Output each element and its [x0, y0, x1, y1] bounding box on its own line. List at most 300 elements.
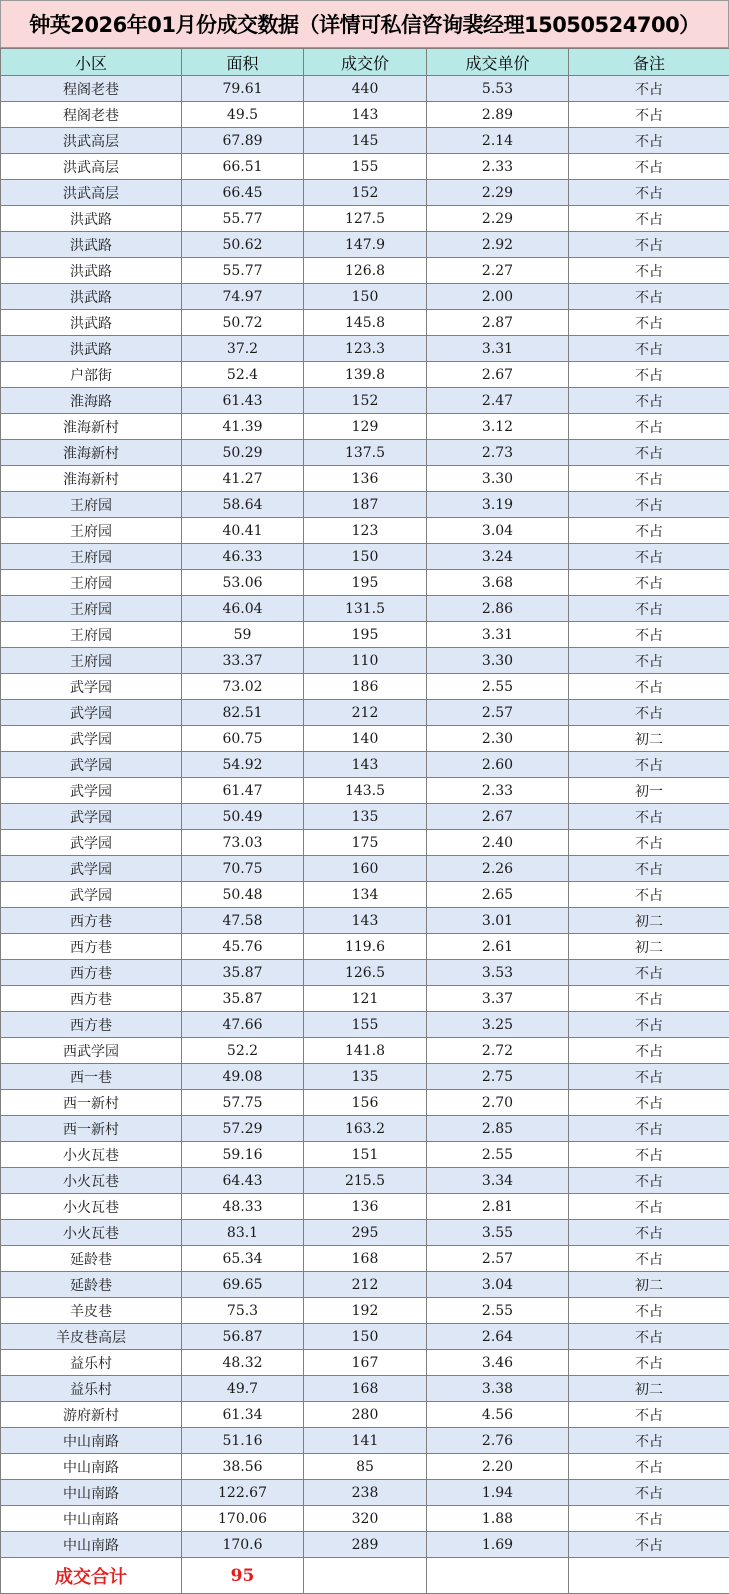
cell-area: 67.89 — [182, 128, 304, 154]
cell-price: 212 — [304, 1272, 427, 1298]
cell-price: 155 — [304, 1012, 427, 1038]
cell-note: 不占 — [569, 180, 729, 206]
table-header — [1, 49, 729, 76]
cell-note: 不占 — [569, 648, 729, 674]
cell-area: 50.72 — [182, 310, 304, 336]
table-row — [1, 752, 729, 778]
cell-area: 48.33 — [182, 1194, 304, 1220]
cell-community: 洪武路 — [1, 284, 182, 310]
cell-price: 139.8 — [304, 362, 427, 388]
cell-area: 52.2 — [182, 1038, 304, 1064]
cell-area: 79.61 — [182, 76, 304, 102]
cell-price: 289 — [304, 1532, 427, 1558]
cell-area: 41.27 — [182, 466, 304, 492]
table-row — [1, 830, 729, 856]
cell-note: 不占 — [569, 1168, 729, 1194]
cell-area: 61.43 — [182, 388, 304, 414]
cell-area: 35.87 — [182, 960, 304, 986]
table-row — [1, 518, 729, 544]
cell-note: 不占 — [569, 414, 729, 440]
transaction-table — [0, 48, 729, 1594]
cell-unit-price: 2.26 — [427, 856, 569, 882]
cell-area: 75.3 — [182, 1298, 304, 1324]
cell-area: 59 — [182, 622, 304, 648]
cell-area: 41.39 — [182, 414, 304, 440]
cell-community: 羊皮巷高层 — [1, 1324, 182, 1350]
cell-note: 不占 — [569, 466, 729, 492]
cell-note: 不占 — [569, 1012, 729, 1038]
cell-community: 王府园 — [1, 492, 182, 518]
cell-area: 59.16 — [182, 1142, 304, 1168]
cell-note: 不占 — [569, 1246, 729, 1272]
cell-community: 洪武路 — [1, 206, 182, 232]
cell-community: 小火瓦巷 — [1, 1142, 182, 1168]
table-row — [1, 1298, 729, 1324]
table-row — [1, 414, 729, 440]
cell-unit-price: 2.67 — [427, 362, 569, 388]
cell-price: 155 — [304, 154, 427, 180]
cell-note: 不占 — [569, 1064, 729, 1090]
cell-community: 中山南路 — [1, 1480, 182, 1506]
cell-unit-price: 2.61 — [427, 934, 569, 960]
cell-unit-price: 2.75 — [427, 1064, 569, 1090]
cell-note: 不占 — [569, 960, 729, 986]
cell-community: 洪武高层 — [1, 128, 182, 154]
cell-note: 不占 — [569, 284, 729, 310]
cell-note: 不占 — [569, 986, 729, 1012]
cell-note: 不占 — [569, 1116, 729, 1142]
cell-area: 66.51 — [182, 154, 304, 180]
cell-price: 119.6 — [304, 934, 427, 960]
cell-area: 83.1 — [182, 1220, 304, 1246]
cell-community: 洪武路 — [1, 310, 182, 336]
cell-community: 武学园 — [1, 804, 182, 830]
cell-community: 淮海新村 — [1, 414, 182, 440]
table-row — [1, 856, 729, 882]
cell-area: 57.75 — [182, 1090, 304, 1116]
cell-price: 168 — [304, 1376, 427, 1402]
cell-area: 73.03 — [182, 830, 304, 856]
table-row — [1, 1090, 729, 1116]
cell-unit-price: 2.00 — [427, 284, 569, 310]
cell-price: 150 — [304, 284, 427, 310]
cell-community: 中山南路 — [1, 1454, 182, 1480]
table-row — [1, 1116, 729, 1142]
cell-note: 初一 — [569, 778, 729, 804]
table-row — [1, 1324, 729, 1350]
table-row — [1, 908, 729, 934]
cell-note: 不占 — [569, 258, 729, 284]
cell-price: 151 — [304, 1142, 427, 1168]
table-row — [1, 1194, 729, 1220]
cell-unit-price: 3.68 — [427, 570, 569, 596]
cell-community: 小火瓦巷 — [1, 1194, 182, 1220]
cell-community: 洪武高层 — [1, 180, 182, 206]
cell-community: 羊皮巷 — [1, 1298, 182, 1324]
table-row — [1, 1402, 729, 1428]
cell-community: 王府园 — [1, 518, 182, 544]
cell-note: 不占 — [569, 1038, 729, 1064]
table-row — [1, 1220, 729, 1246]
cell-unit-price: 2.55 — [427, 674, 569, 700]
cell-note: 不占 — [569, 1090, 729, 1116]
cell-note: 不占 — [569, 128, 729, 154]
table-row — [1, 1272, 729, 1298]
cell-community: 淮海路 — [1, 388, 182, 414]
cell-area: 38.56 — [182, 1454, 304, 1480]
cell-community: 小火瓦巷 — [1, 1168, 182, 1194]
cell-community: 淮海新村 — [1, 466, 182, 492]
cell-community: 武学园 — [1, 856, 182, 882]
cell-price: 143.5 — [304, 778, 427, 804]
cell-price: 175 — [304, 830, 427, 856]
table-row — [1, 76, 729, 102]
cell-note: 不占 — [569, 856, 729, 882]
table-row — [1, 310, 729, 336]
cell-unit-price: 2.55 — [427, 1298, 569, 1324]
cell-price: 143 — [304, 908, 427, 934]
cell-price: 143 — [304, 752, 427, 778]
cell-price: 141.8 — [304, 1038, 427, 1064]
cell-area: 40.41 — [182, 518, 304, 544]
cell-unit-price: 2.47 — [427, 388, 569, 414]
column-header-price: 成交价 — [304, 49, 427, 76]
cell-area: 50.49 — [182, 804, 304, 830]
cell-community: 洪武路 — [1, 258, 182, 284]
cell-note: 不占 — [569, 1350, 729, 1376]
cell-unit-price: 3.19 — [427, 492, 569, 518]
total-row — [1, 1558, 729, 1594]
table-row — [1, 622, 729, 648]
cell-community: 武学园 — [1, 726, 182, 752]
cell-note: 不占 — [569, 1454, 729, 1480]
cell-note: 不占 — [569, 206, 729, 232]
cell-unit-price: 3.38 — [427, 1376, 569, 1402]
cell-unit-price: 2.76 — [427, 1428, 569, 1454]
cell-unit-price: 3.24 — [427, 544, 569, 570]
cell-area: 46.33 — [182, 544, 304, 570]
table-row — [1, 1142, 729, 1168]
table-row — [1, 778, 729, 804]
cell-price: 215.5 — [304, 1168, 427, 1194]
cell-community: 延龄巷 — [1, 1272, 182, 1298]
table-row — [1, 180, 729, 206]
cell-note: 不占 — [569, 830, 729, 856]
cell-community: 王府园 — [1, 622, 182, 648]
cell-note: 不占 — [569, 1506, 729, 1532]
table-footer — [1, 1558, 729, 1594]
cell-price: 186 — [304, 674, 427, 700]
cell-note: 不占 — [569, 362, 729, 388]
table-row — [1, 440, 729, 466]
table-row — [1, 232, 729, 258]
cell-unit-price: 2.87 — [427, 310, 569, 336]
cell-unit-price: 2.30 — [427, 726, 569, 752]
table-row — [1, 1454, 729, 1480]
cell-unit-price: 2.55 — [427, 1142, 569, 1168]
cell-area: 122.67 — [182, 1480, 304, 1506]
cell-unit-price: 3.55 — [427, 1220, 569, 1246]
cell-unit-price: 4.56 — [427, 1402, 569, 1428]
cell-area: 74.97 — [182, 284, 304, 310]
cell-unit-price: 3.53 — [427, 960, 569, 986]
table-row — [1, 206, 729, 232]
cell-community: 武学园 — [1, 882, 182, 908]
cell-price: 126.5 — [304, 960, 427, 986]
cell-community: 王府园 — [1, 570, 182, 596]
cell-price: 145 — [304, 128, 427, 154]
table-row — [1, 1532, 729, 1558]
cell-community: 西方巷 — [1, 960, 182, 986]
cell-unit-price: 3.31 — [427, 622, 569, 648]
cell-area: 46.04 — [182, 596, 304, 622]
cell-unit-price: 2.70 — [427, 1090, 569, 1116]
cell-area: 56.87 — [182, 1324, 304, 1350]
cell-price: 160 — [304, 856, 427, 882]
cell-area: 35.87 — [182, 986, 304, 1012]
cell-note: 不占 — [569, 544, 729, 570]
cell-price: 150 — [304, 544, 427, 570]
cell-price: 195 — [304, 622, 427, 648]
cell-unit-price: 2.72 — [427, 1038, 569, 1064]
cell-unit-price: 1.88 — [427, 1506, 569, 1532]
cell-unit-price: 2.89 — [427, 102, 569, 128]
cell-price: 121 — [304, 986, 427, 1012]
cell-unit-price: 2.67 — [427, 804, 569, 830]
total-label: 成交合计 — [1, 1558, 182, 1594]
cell-note: 初二 — [569, 1376, 729, 1402]
table-row — [1, 1038, 729, 1064]
cell-community: 中山南路 — [1, 1532, 182, 1558]
cell-price: 167 — [304, 1350, 427, 1376]
cell-area: 66.45 — [182, 180, 304, 206]
table-row — [1, 986, 729, 1012]
cell-note: 不占 — [569, 752, 729, 778]
cell-area: 54.92 — [182, 752, 304, 778]
cell-price: 238 — [304, 1480, 427, 1506]
table-row — [1, 1506, 729, 1532]
cell-area: 49.5 — [182, 102, 304, 128]
cell-price: 280 — [304, 1402, 427, 1428]
cell-unit-price: 2.81 — [427, 1194, 569, 1220]
cell-price: 141 — [304, 1428, 427, 1454]
cell-area: 49.7 — [182, 1376, 304, 1402]
table-row — [1, 1064, 729, 1090]
cell-price: 150 — [304, 1324, 427, 1350]
column-header-area: 面积 — [182, 49, 304, 76]
cell-area: 51.16 — [182, 1428, 304, 1454]
cell-price: 145.8 — [304, 310, 427, 336]
cell-price: 136 — [304, 466, 427, 492]
cell-community: 益乐村 — [1, 1350, 182, 1376]
cell-note: 不占 — [569, 388, 729, 414]
cell-area: 70.75 — [182, 856, 304, 882]
cell-community: 武学园 — [1, 752, 182, 778]
table-row — [1, 648, 729, 674]
cell-area: 170.06 — [182, 1506, 304, 1532]
cell-area: 45.76 — [182, 934, 304, 960]
cell-area: 55.77 — [182, 258, 304, 284]
cell-price: 136 — [304, 1194, 427, 1220]
cell-note: 初二 — [569, 726, 729, 752]
table-row — [1, 466, 729, 492]
cell-note: 不占 — [569, 674, 729, 700]
cell-note: 初二 — [569, 934, 729, 960]
cell-price: 134 — [304, 882, 427, 908]
table-row — [1, 570, 729, 596]
cell-price: 440 — [304, 76, 427, 102]
total-empty-cell — [569, 1558, 729, 1594]
cell-community: 王府园 — [1, 596, 182, 622]
cell-price: 135 — [304, 804, 427, 830]
cell-note: 不占 — [569, 1324, 729, 1350]
cell-community: 淮海新村 — [1, 440, 182, 466]
cell-community: 洪武路 — [1, 232, 182, 258]
cell-community: 王府园 — [1, 648, 182, 674]
total-count: 95 — [182, 1558, 304, 1594]
cell-note: 不占 — [569, 440, 729, 466]
header-row — [1, 49, 729, 76]
cell-note: 不占 — [569, 1402, 729, 1428]
cell-unit-price: 2.27 — [427, 258, 569, 284]
cell-community: 小火瓦巷 — [1, 1220, 182, 1246]
cell-area: 52.4 — [182, 362, 304, 388]
cell-area: 57.29 — [182, 1116, 304, 1142]
cell-unit-price: 2.33 — [427, 154, 569, 180]
cell-note: 不占 — [569, 154, 729, 180]
cell-note: 不占 — [569, 1142, 729, 1168]
page-title: 钟英2026年01月份成交数据（详情可私信咨询裴经理15050524700） — [0, 0, 729, 48]
cell-price: 187 — [304, 492, 427, 518]
table-row — [1, 102, 729, 128]
table-row — [1, 596, 729, 622]
cell-community: 户部街 — [1, 362, 182, 388]
cell-note: 不占 — [569, 596, 729, 622]
cell-community: 程阁老巷 — [1, 102, 182, 128]
table-row — [1, 544, 729, 570]
cell-area: 65.34 — [182, 1246, 304, 1272]
cell-unit-price: 3.31 — [427, 336, 569, 362]
cell-note: 不占 — [569, 1428, 729, 1454]
cell-price: 123 — [304, 518, 427, 544]
cell-note: 不占 — [569, 804, 729, 830]
total-empty-cell — [304, 1558, 427, 1594]
cell-unit-price: 2.40 — [427, 830, 569, 856]
cell-area: 50.29 — [182, 440, 304, 466]
cell-note: 不占 — [569, 1298, 729, 1324]
cell-community: 西方巷 — [1, 934, 182, 960]
cell-community: 益乐村 — [1, 1376, 182, 1402]
cell-community: 武学园 — [1, 830, 182, 856]
cell-unit-price: 2.85 — [427, 1116, 569, 1142]
cell-unit-price: 2.65 — [427, 882, 569, 908]
cell-area: 33.37 — [182, 648, 304, 674]
total-empty-cell — [427, 1558, 569, 1594]
cell-area: 49.08 — [182, 1064, 304, 1090]
cell-unit-price: 2.57 — [427, 1246, 569, 1272]
cell-price: 212 — [304, 700, 427, 726]
table-row — [1, 882, 729, 908]
cell-note: 不占 — [569, 518, 729, 544]
cell-area: 37.2 — [182, 336, 304, 362]
cell-note: 不占 — [569, 492, 729, 518]
cell-area: 61.47 — [182, 778, 304, 804]
cell-unit-price: 3.30 — [427, 648, 569, 674]
cell-note: 不占 — [569, 700, 729, 726]
cell-unit-price: 2.29 — [427, 180, 569, 206]
cell-community: 武学园 — [1, 778, 182, 804]
table-row — [1, 1480, 729, 1506]
cell-price: 192 — [304, 1298, 427, 1324]
column-header-community: 小区 — [1, 49, 182, 76]
cell-price: 152 — [304, 180, 427, 206]
table-row — [1, 154, 729, 180]
cell-community: 西一巷 — [1, 1064, 182, 1090]
cell-price: 320 — [304, 1506, 427, 1532]
cell-unit-price: 1.94 — [427, 1480, 569, 1506]
cell-community: 王府园 — [1, 544, 182, 570]
cell-price: 131.5 — [304, 596, 427, 622]
cell-community: 洪武高层 — [1, 154, 182, 180]
cell-unit-price: 3.30 — [427, 466, 569, 492]
cell-community: 延龄巷 — [1, 1246, 182, 1272]
table-row — [1, 492, 729, 518]
cell-area: 53.06 — [182, 570, 304, 596]
cell-price: 140 — [304, 726, 427, 752]
cell-area: 55.77 — [182, 206, 304, 232]
cell-price: 85 — [304, 1454, 427, 1480]
cell-unit-price: 2.14 — [427, 128, 569, 154]
cell-community: 西武学园 — [1, 1038, 182, 1064]
cell-community: 武学园 — [1, 674, 182, 700]
cell-price: 123.3 — [304, 336, 427, 362]
table-row — [1, 1428, 729, 1454]
cell-unit-price: 3.46 — [427, 1350, 569, 1376]
cell-note: 不占 — [569, 232, 729, 258]
cell-area: 61.34 — [182, 1402, 304, 1428]
table-row — [1, 1246, 729, 1272]
cell-community: 游府新村 — [1, 1402, 182, 1428]
cell-price: 143 — [304, 102, 427, 128]
cell-note: 不占 — [569, 336, 729, 362]
cell-area: 47.58 — [182, 908, 304, 934]
cell-community: 西方巷 — [1, 908, 182, 934]
table-body — [1, 76, 729, 1558]
cell-unit-price: 2.57 — [427, 700, 569, 726]
cell-unit-price: 2.64 — [427, 1324, 569, 1350]
cell-note: 不占 — [569, 882, 729, 908]
cell-unit-price: 1.69 — [427, 1532, 569, 1558]
table-row — [1, 336, 729, 362]
column-header-unit-price: 成交单价 — [427, 49, 569, 76]
table-row — [1, 1012, 729, 1038]
cell-community: 程阁老巷 — [1, 76, 182, 102]
cell-unit-price: 3.04 — [427, 518, 569, 544]
table-row — [1, 1168, 729, 1194]
cell-unit-price: 3.01 — [427, 908, 569, 934]
cell-unit-price: 5.53 — [427, 76, 569, 102]
table-row — [1, 726, 729, 752]
column-header-note: 备注 — [569, 49, 729, 76]
table-row — [1, 258, 729, 284]
cell-note: 不占 — [569, 1194, 729, 1220]
cell-area: 69.65 — [182, 1272, 304, 1298]
cell-area: 50.48 — [182, 882, 304, 908]
cell-unit-price: 2.20 — [427, 1454, 569, 1480]
cell-price: 126.8 — [304, 258, 427, 284]
table-row — [1, 674, 729, 700]
cell-area: 60.75 — [182, 726, 304, 752]
